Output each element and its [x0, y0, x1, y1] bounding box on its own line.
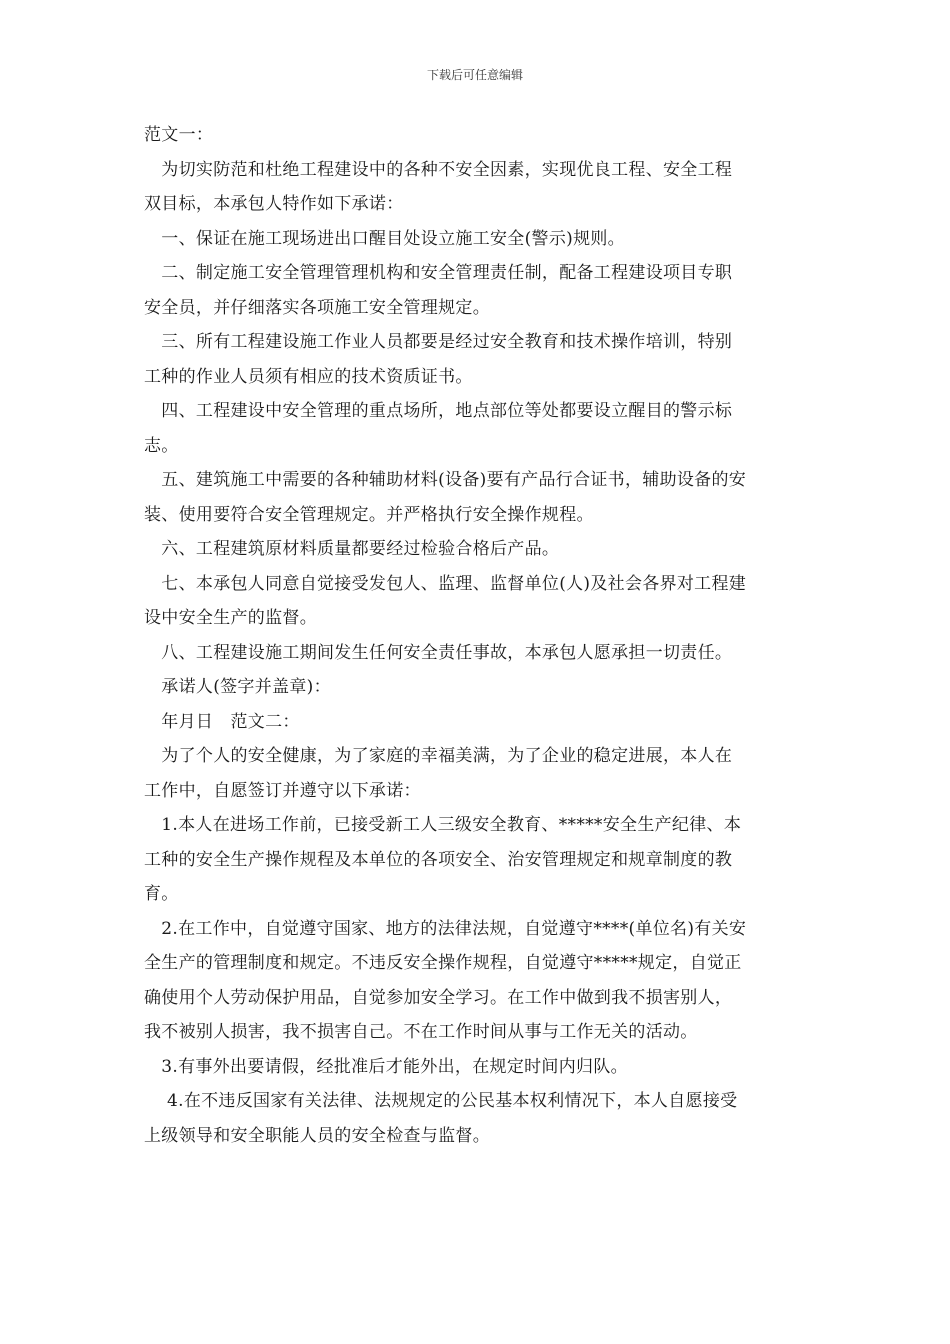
text-line: 一、保证在施工现场进出口醒目处设立施工安全(警示)规则。	[144, 228, 625, 249]
text-line: 上级领导和安全职能人员的安全检查与监督。	[144, 1125, 490, 1146]
text-line: 4.在不违反国家有关法律、法规规定的公民基本权利情况下，本人自愿接受	[144, 1091, 738, 1111]
text-line: 七、本承包人同意自觉接受发包人、监理、监督单位(人)及社会各界对工程建	[144, 573, 747, 594]
text-line: 承诺人(签字并盖章)：	[144, 677, 331, 697]
text-line: 二、制定施工安全管理管理机构和安全管理责任制，配备工程建设项目专职	[144, 263, 733, 283]
text-line: 设中安全生产的监督。	[144, 608, 317, 628]
text-line: 年月日 范文二：	[144, 711, 300, 732]
text-line: 为了个人的安全健康，为了家庭的幸福美满，为了企业的稳定进展，本人在	[144, 746, 733, 766]
text-line: 五、建筑施工中需要的各种辅助材料(设备)要有产品行合证书，辅助设备的安	[144, 470, 747, 490]
text-line: 双目标，本承包人特作如下承诺：	[144, 194, 404, 214]
text-line: 为切实防范和杜绝工程建设中的各种不安全因素，实现优良工程、安全工程	[144, 159, 733, 180]
text-line: 范文一：	[144, 125, 214, 145]
text-line: 八、工程建设施工期间发生任何安全责任事故，本承包人愿承担一切责任。	[144, 642, 733, 663]
text-line: 四、工程建设中安全管理的重点场所，地点部位等处都要设立醒目的警示标	[144, 401, 733, 421]
document-body	[144, 118, 810, 1153]
text-line: 安全员，并仔细落实各项施工安全管理规定。	[144, 297, 490, 318]
text-line: 2.在工作中，自觉遵守国家、地方的法律法规，自觉遵守****(单位名)有关安	[144, 918, 747, 939]
text-line: 我不被别人损害，我不损害自己。不在工作时间从事与工作无关的活动。	[144, 1022, 698, 1042]
text-line: 1.本人在进场工作前，已接受新工人三级安全教育、*****安全生产纪律、本	[144, 815, 742, 835]
text-line: 工种的安全生产操作规程及本单位的各项安全、治安管理规定和规章制度的教	[144, 849, 733, 870]
text-line: 六、工程建筑原材料质量都要经过检验合格后产品。	[144, 539, 560, 559]
text-line: 工种的作业人员须有相应的技术资质证书。	[144, 366, 473, 387]
page-header-note: 下载后可任意编辑	[426, 68, 523, 82]
text-line: 三、所有工程建设施工作业人员都要是经过安全教育和技术操作培训，特别	[144, 332, 733, 352]
text-line: 3.有事外出要请假，经批准后才能外出，在规定时间内归队。	[144, 1056, 628, 1077]
text-line: 育。	[144, 884, 179, 904]
text-line: 全生产的管理制度和规定。不违反安全操作规程，自觉遵守*****规定，自觉正	[144, 953, 742, 973]
text-line: 装、使用要符合安全管理规定。并严格执行安全操作规程。	[144, 504, 594, 525]
text-line: 工作中，自愿签订并遵守以下承诺：	[144, 780, 421, 801]
text-line: 确使用个人劳动保护用品，自觉参加安全学习。在工作中做到我不损害别人，	[144, 987, 733, 1008]
text-line: 志。	[144, 435, 179, 456]
